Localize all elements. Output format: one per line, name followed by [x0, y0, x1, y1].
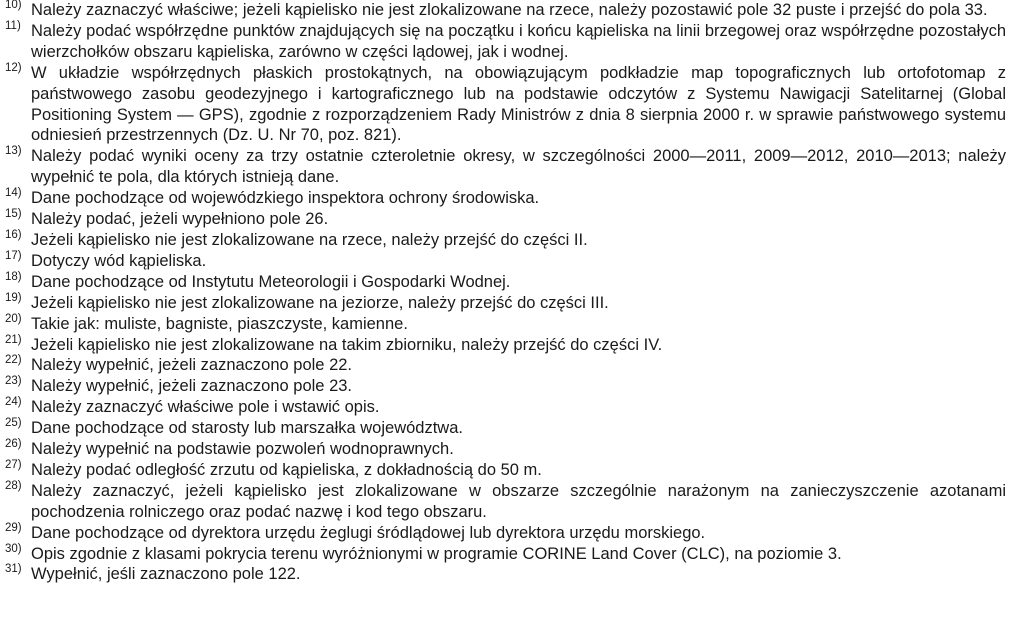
footnote-number: 29): [5, 521, 22, 534]
footnote-number: 23): [5, 375, 22, 388]
footnote-number: 25): [5, 417, 22, 430]
footnote-item: [4, 376, 1006, 397]
footnote-item: [4, 335, 1006, 356]
footnote-item: [4, 564, 1006, 585]
footnote-number: 15): [5, 208, 22, 221]
footnote-text: Dane pochodzące od dyrektora urzędu żeglugi śródlądowej lub dyrektora urzędu morskiego.: [31, 523, 706, 542]
footnote-text: Dane pochodzące od Instytutu Meteorologii i Gospodarki Wodnej.: [31, 272, 511, 291]
footnote-text: Wypełnić, jeśli zaznaczono pole 122.: [31, 565, 301, 584]
footnote-text: Należy podać wyniki oceny za trzy ostatnie czteroletnie okresy, w szczególności 2000—2011, 2009—2012, 2010—2013; należy wypełnić te pola, dla których istnieją dane.: [31, 147, 1006, 187]
footnotes-list: [4, 0, 1006, 585]
footnote-item: [4, 523, 1006, 544]
footnote-number: 17): [5, 249, 22, 262]
footnote-text: Dotyczy wód kąpieliska.: [31, 251, 207, 270]
footnote-text: Jeżeli kąpielisko nie jest zlokalizowane na takim zbiorniku, należy przejść do części IV.: [31, 335, 663, 354]
footnote-text: Należy podać, jeżeli wypełniono pole 26.: [31, 210, 329, 229]
footnote-item: [4, 293, 1006, 314]
footnote-text: Należy wypełnić, jeżeli zaznaczono pole 22.: [31, 356, 353, 375]
footnote-number: 21): [5, 333, 22, 346]
footnote-item: [4, 209, 1006, 230]
footnote-number: 27): [5, 458, 22, 471]
footnote-text: W układzie współrzędnych płaskich prostokątnych, na obowiązującym podkładzie map topograficznych lub ortofotomap z państwowego zasobu geodezyjnego i kartograficznego lub na podstawie odczytów z Systemu Nawigacji Satelitarnej (Global Positioning System — GPS), zgodnie z rozporządzeniem Rady Ministrów z dnia 8 sierpnia 2000 r. w sprawie państwowego systemu odniesień przestrzennych (Dz. U. Nr 70, poz. 821).: [31, 63, 1006, 145]
footnote-number: 19): [5, 291, 22, 304]
footnote-item: [4, 63, 1006, 147]
footnote-text: Należy zaznaczyć właściwe pole i wstawić opis.: [31, 398, 380, 417]
footnote-item: [4, 355, 1006, 376]
footnote-text: Jeżeli kąpielisko nie jest zlokalizowane na rzece, należy przejść do części II.: [31, 230, 588, 249]
footnote-item: [4, 439, 1006, 460]
footnote-item: [4, 146, 1006, 188]
footnote-text: Należy podać współrzędne punktów znajdujących się na początku i końcu kąpieliska na linii brzegowej oraz współrzędne pozostałych wierzchołków obszaru kąpieliska, zarówno w części lądowej, jak i wodnej.: [31, 21, 1006, 61]
footnote-item: [4, 314, 1006, 335]
footnote-item: [4, 397, 1006, 418]
footnote-item: [4, 0, 1006, 21]
footnote-item: [4, 418, 1006, 439]
footnote-number: 22): [5, 354, 22, 367]
footnote-text: Dane pochodzące od wojewódzkiego inspektora ochrony środowiska.: [31, 189, 540, 208]
footnote-number: 24): [5, 396, 22, 409]
footnote-item: [4, 544, 1006, 565]
footnote-item: [4, 272, 1006, 293]
footnote-number: 10): [5, 0, 22, 11]
footnote-number: 11): [5, 19, 21, 32]
footnote-text: Takie jak: muliste, bagniste, piaszczyste, kamienne.: [31, 314, 408, 333]
footnote-number: 12): [5, 61, 22, 74]
footnote-number: 31): [5, 563, 22, 576]
footnote-number: 14): [5, 187, 22, 200]
footnote-number: 13): [5, 145, 22, 158]
footnote-text: Należy zaznaczyć, jeżeli kąpielisko jest zlokalizowane w obszarze szczególnie narażonym na zanieczyszczenie azotanami pochodzenia rolniczego oraz podać nazwę i kod tego obszaru.: [31, 481, 1006, 521]
footnote-text: Opis zgodnie z klasami pokrycia terenu wyróżnionymi w programie CORINE Land Cover (CLC), na poziomie 3.: [31, 544, 842, 563]
footnote-number: 16): [5, 228, 22, 241]
footnote-text: Dane pochodzące od starosty lub marszałka województwa.: [31, 419, 463, 438]
footnote-text: Należy podać odległość zrzutu od kąpieliska, z dokładnością do 50 m.: [31, 460, 542, 479]
footnote-item: [4, 481, 1006, 523]
footnote-number: 30): [5, 542, 22, 555]
footnote-text: Należy wypełnić na podstawie pozwoleń wodnoprawnych.: [31, 440, 454, 459]
footnote-text: Należy wypełnić, jeżeli zaznaczono pole 23.: [31, 377, 353, 396]
footnote-number: 28): [5, 479, 22, 492]
footnote-number: 20): [5, 312, 22, 325]
footnote-item: [4, 251, 1006, 272]
footnote-item: [4, 230, 1006, 251]
footnote-text: Należy zaznaczyć właściwe; jeżeli kąpielisko nie jest zlokalizowane na rzece, należy pozostawić pole 32 puste i przejść do pola 33.: [31, 1, 988, 19]
footnote-item: [4, 460, 1006, 481]
footnote-item: [4, 21, 1006, 63]
footnote-item: [4, 188, 1006, 209]
footnote-number: 18): [5, 270, 22, 283]
footnote-text: Jeżeli kąpielisko nie jest zlokalizowane na jeziorze, należy przejść do części III.: [31, 293, 609, 312]
footnote-number: 26): [5, 438, 22, 451]
